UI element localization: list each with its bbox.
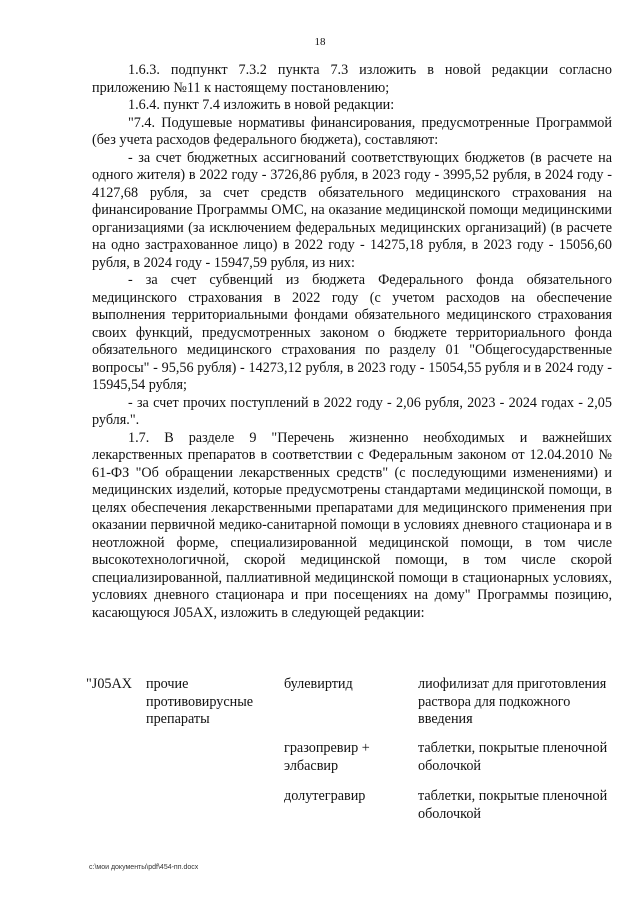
drug-group: прочие противовирусные препараты: [146, 676, 254, 727]
drug-form: лиофилизат для приготовления раствора для подкожного введения: [418, 676, 607, 727]
paragraph: - за счет бюджетных ассигнований соответствующих бюджетов (в расчете на одного жителя) в 2022 году - 3726,86 рубля, в 2023 году - 3995,52 рубля, в 2024 году - 4127,68 рубля, за счет средств обязательного медицинского страхования на финансирование Программы ОМС, на оказание медицинской помощи медицинскими организациями (за исключением федеральных медицинских организаций) (в расчете на одно застрахованное лицо) в 2022 году - 14275,18 рубля, в 2023 году - 15056,60 рубля, в 2024 году - 15947,59 рубля, из них:: [92, 149, 612, 271]
page-number: 18: [314, 36, 326, 48]
paragraph: - за счет прочих поступлений в 2022 году - 2,06 рубля, 2023 - 2024 годах - 2,05 рубля.".: [92, 394, 612, 428]
paragraph: - за счет субвенций из бюджета Федерального фонда обязательного медицинского страхования в 2022 году (с учетом расходов на обеспечение выполнения территориальными фондами обязательного медицинского страхования своих функций, предусмотренных законом о бюджете территориального фонда обязательного медицинского страхования по разделу 01 "Общегосударственные вопросы" - 95,56 рубля) - 14273,12 рубля, в 2023 году - 15054,55 рубля и в 2024 году - 15945,54 рубля;: [92, 272, 612, 393]
file-path-footer: c:\мои документы\pdf\454-пп.docx: [89, 864, 199, 871]
paragraph: 1.6.4. пункт 7.4 изложить в новой редакции:: [128, 97, 395, 113]
document-body: [92, 62, 612, 622]
paragraph: 1.7. В разделе 9 "Перечень жизненно необходимых и важнейших лекарственных препаратов в соответствии с Федеральным законом от 12.04.2010 № 61-ФЗ "Об обращении лекарственных средств" (с последующими изменениями) и медицинских изделий, которые предусмотрены стандартами медицинской помощи, в целях обеспечения лекарственными препаратами для медицинского применения при оказании первичной медико-санитарной помощи в условиях дневного стационара и в неотложной форме, специализированной медицинской помощи, в том числе высокотехнологичной, скорой медицинской помощи, в том числе скорой специализированной, паллиативной медицинской помощи в стационарных условиях, условиях дневного стационара и при посещениях на дому" Программы позицию, касающуюся J05AX, изложить в следующей редакции:: [92, 429, 612, 621]
atc-code: "J05AX: [86, 676, 132, 692]
drug-name: гразопревир + элбасвир: [284, 740, 370, 774]
drug-form: таблетки, покрытые пленочной оболочкой: [418, 740, 608, 774]
drug-name: долутегравир: [284, 788, 366, 804]
paragraph: "7.4. Подушевые нормативы финансирования, предусмотренные Программой (без учета расходов федерального бюджета), составляют:: [92, 114, 612, 148]
drug-form: таблетки, покрытые пленочной оболочкой: [418, 788, 608, 822]
paragraph: 1.6.3. подпункт 7.3.2 пункта 7.3 изложить в новой редакции согласно приложению №11 к настоящему постановлению;: [92, 62, 612, 96]
drug-name: булевиртид: [284, 676, 353, 692]
